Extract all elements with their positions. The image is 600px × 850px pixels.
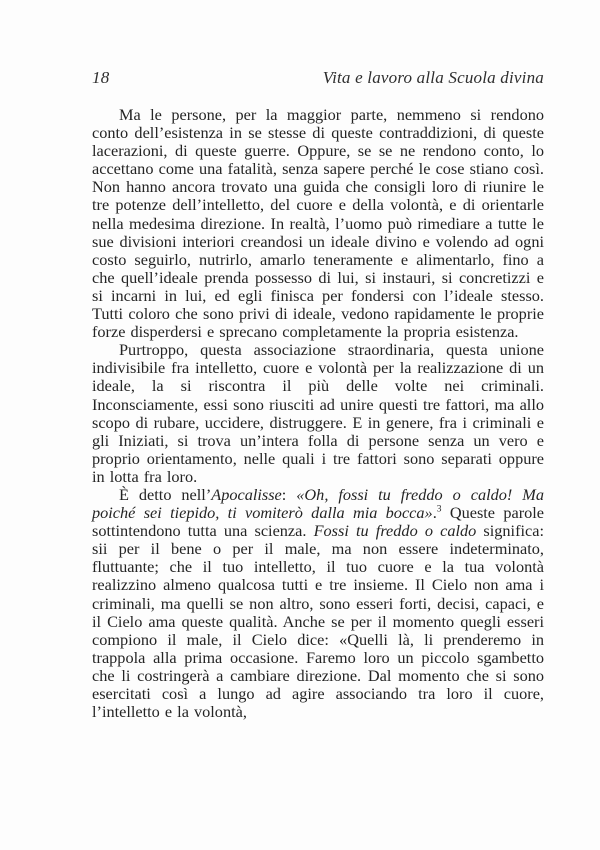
body-paragraph: [92, 341, 544, 486]
text-segment: «Oh, fossi tu freddo o caldo! Ma poiché sei tiepido, ti vomiterò dalla mia bocca»: [92, 484, 544, 523]
text-segment: significa: sii per il bene o per il male, ma non essere indeterminato, fluttuante; che il tuo intelletto, il tuo cuore e la tua volontà realizzino almeno qualcosa tutti e tre insieme. Il Cielo non ama i criminali, ma quelli se non altro, sono esseri forti, decisi, capaci, e il Cielo ama queste qualità. Anche se per il momento quegli esseri compiono il male, il Cielo dice: «Quelli là, li prenderemo in trappola alla prima occasione. Faremo loro un piccolo sgambetto che li costringerà a cambiare direzione. Dal momento che si sono esercitati così a lungo ad agire associando tra loro il cuore, l’intelletto e la volontà,: [92, 521, 544, 722]
footnote-marker: 3: [436, 504, 442, 515]
text-segment: :: [281, 484, 297, 504]
running-title: Vita e lavoro alla Scuola divina: [322, 68, 544, 87]
page-header: [92, 68, 544, 88]
page-number: 18: [92, 68, 110, 87]
text-segment: Apocalisse: [211, 484, 282, 504]
text-segment: Ma le persone, per la maggior parte, nemmeno si rendono conto dell’esistenza in se stesse di queste contraddizioni, di queste lacerazioni, di queste guerre. Oppure, se se ne rendono conto, lo accettano come una fatalità, senza sapere perché le cose stiano così. Non hanno ancora trovato una guida che consigli loro di riunire le tre potenze dell’intelletto, del cuore e della volontà, e di orientarle nella medesima direzione. In realtà, l’uomo può rimediare a tutte le sue divisioni interiori creandosi un ideale divino e volendo ad ogni costo seguirlo, nutrirlo, amarlo teneramente e alimentarlo, fino a che quell’ideale prenda possesso di lui, si instauri, si concretizzi e si incarni in lui, ed egli finisca per fondersi con l’ideale stesso. Tutti coloro che sono privi di ideale, vedono rapidamente le proprie forze disperdersi e sprecano completamente la propria esistenza.: [92, 105, 544, 342]
text-segment: .: [432, 503, 437, 523]
text-segment: Fossi tu freddo o caldo: [313, 521, 477, 541]
body-paragraph: [92, 106, 544, 341]
text-segment: Purtroppo, questa associazione straordinaria, questa unione indivisibile fra intelletto, cuore e volontà per la realizzazione di un ideale, la si riscontra il più delle volte nei criminali. Inconsciamente, essi sono riusciti ad unire questi tre fattori, ma allo scopo di rubare, uccidere, distruggere. E in genere, fra i criminali e gli Iniziati, si trova un’intera folla di persone senza un vero e proprio orientamento, nelle quali i tre fattori sono separati oppure in lotta fra loro.: [92, 340, 544, 486]
body-paragraph: [92, 486, 544, 721]
text-segment: Queste parole sottintendono tutta una scienza.: [92, 503, 545, 541]
text-segment: È detto nell’: [119, 484, 212, 504]
body-paragraphs: [92, 106, 544, 721]
